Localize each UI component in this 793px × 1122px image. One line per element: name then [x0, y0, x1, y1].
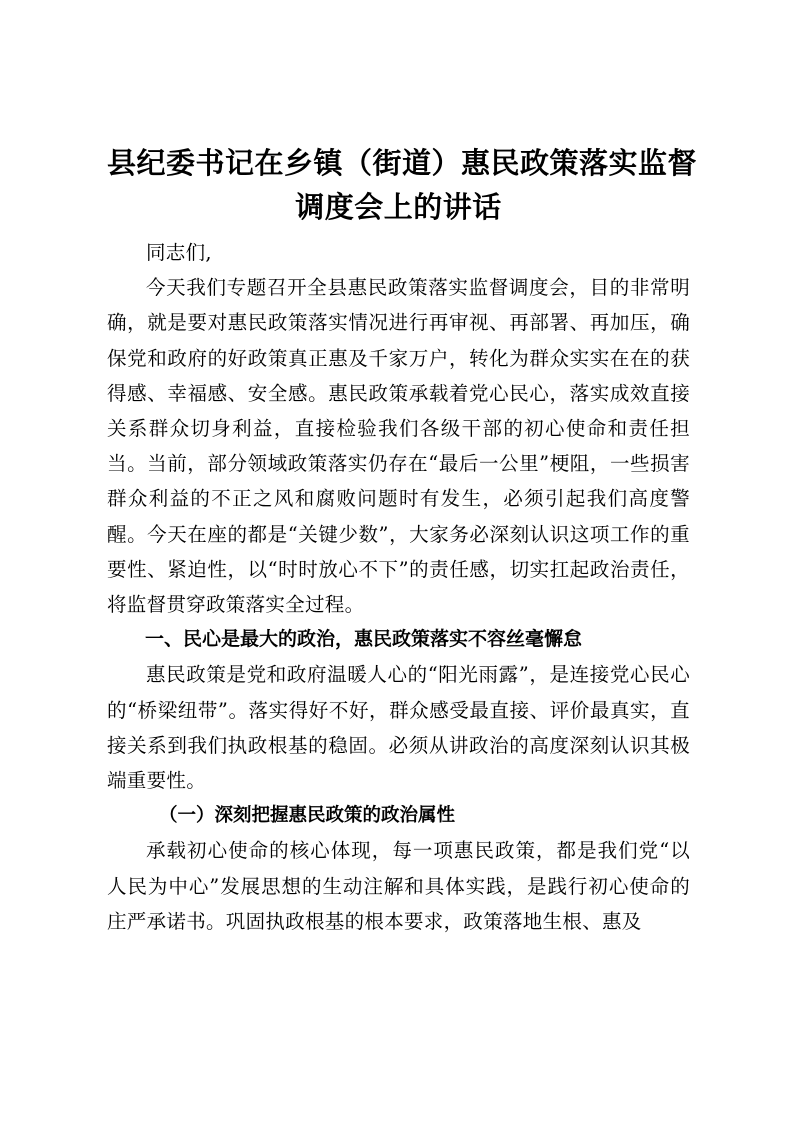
subsection-1-heading: （一）深刻把握惠民政策的政治属性 [159, 805, 456, 827]
subsection-1-paragraph: 承载初心使命的核心体现，每一项惠民政策，都是我们党“以人民为中心”发展思想的生动注解和具体实践，是践行初心使命的庄严承诺书。巩固执政根基的根本要求，政策落地生根、惠及 [107, 839, 690, 933]
section-1-heading: 一、民心是最大的政治，惠民政策落实不容丝毫懈怠 [145, 628, 583, 651]
document-body [107, 141, 698, 939]
greeting: 同志们, [146, 241, 212, 264]
intro-paragraph: 今天我们专题召开全县惠民政策落实监督调度会，目的非常明确，就是要对惠民政策落实情况进行再审视、再部署、再加压，确保党和政府的好政策真正惠及千家万户，转化为群众实实在在的获得感、幸福感、安全感。惠民政策承载着党心民心，落实成效直接关系群众切身利益，直接检验我们各级干部的初心使命和责任担当。当前，部分领域政策落实仍存在“最后一公里”梗阻，一些损害群众利益的不正之风和腐败问题时有发生，必须引起我们高度警醒。今天在座的都是“关键少数”，大家务必深刻认识这项工作的重要性、紧迫性，以“时时放心不下”的责任感，切实扛起政治责任，将监督贯穿政策落实全过程。 [107, 276, 690, 617]
section-1-paragraph: 惠民政策是党和政府温暖人心的“阳光雨露”，是连接党心民心的“桥梁纽带”。落实得好不好，群众感受最直接、评价最真实，直接关系到我们执政根基的稳固。必须从讲政治的高度深刻认识其极端重要性。 [107, 663, 690, 793]
title-line-2: 调度会上的讲话 [295, 190, 502, 224]
title-line-1: 县纪委书记在乡镇（街道）惠民政策落实监督 [107, 146, 698, 180]
document-title [107, 141, 698, 229]
